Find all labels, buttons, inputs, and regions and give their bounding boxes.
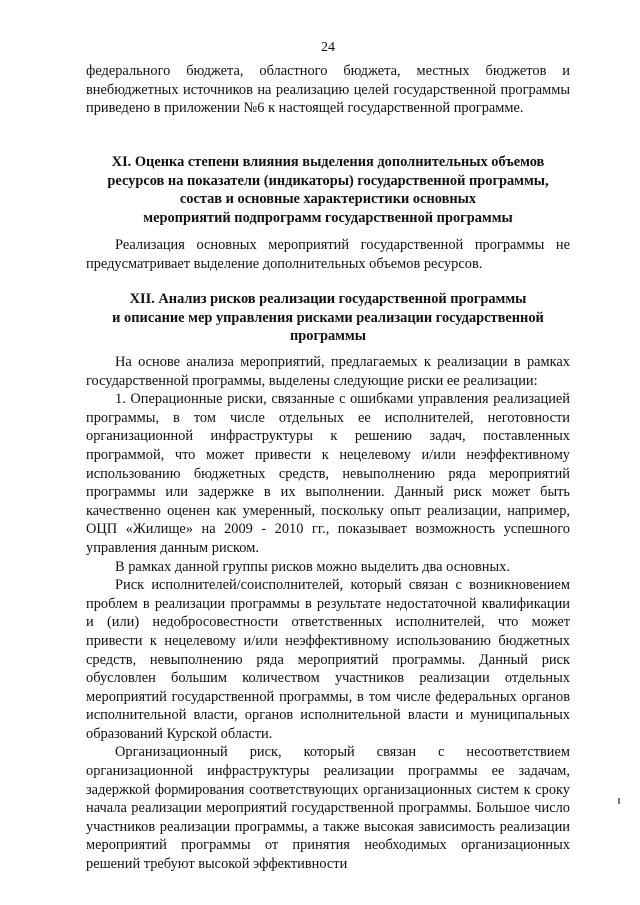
margin-mark xyxy=(618,798,620,804)
intro-paragraph: федерального бюджета, областного бюджета, местных бюджетов и внебюджетных источников на реализацию целей государственной программы приведено в приложении №6 к настоящей государственной программе. xyxy=(86,63,570,117)
section-11-heading-line: ресурсов на показатели (индикаторы) государственной программы, xyxy=(107,172,549,189)
section-12-paragraph: Организационный риск, который связан с несоответствием организационной инфраструктуры реализации программы ее задачам, задержкой формирования соответствующих организационных систем к сроку начала реализации мероприятий государственной программы. Большое число участников реализации программы, а также высокая зависимость реализации мероприятий программы от принятия необходимых организационных решений требуют высокой эффективности xyxy=(86,744,570,873)
section-12-heading xyxy=(86,290,570,346)
section-12-heading-line: XII. Анализ рисков реализации государственной программы xyxy=(129,291,527,307)
section-12-paragraph: На основе анализа мероприятий, предлагаемых к реализации в рамках государственной программы, выделены следующие риски ее реализации: xyxy=(86,354,570,389)
section-11-body-block xyxy=(86,236,570,273)
section-11-heading-line: состав и основные характеристики основных xyxy=(179,191,477,208)
intro-paragraph-block xyxy=(86,62,570,118)
section-11-heading-line: XI. Оценка степени влияния выделения дополнительных объемов xyxy=(111,154,545,170)
page-number: 24 xyxy=(321,40,335,55)
section-11-paragraph: Реализация основных мероприятий государственной программы не предусматривает выделение дополнительных объемов ресурсов. xyxy=(86,237,570,272)
section-11-heading-line: мероприятий подпрограмм государственной программы xyxy=(143,209,513,226)
section-12-body-block xyxy=(86,353,570,874)
section-12-heading-line: программы xyxy=(289,328,367,345)
section-11-heading xyxy=(86,153,570,227)
section-12-paragraph: 1. Операционные риски, связанные с ошибками управления реализацией программы, в том числе отдельных ее исполнителей, неготовности организационной инфраструктуры к решению задач, поставленных программой, что может привести к нецелевому и/или неэффективному использованию бюджетных средств, невыполнению ряда мероприятий программы или задержке в их выполнении. Данный риск может быть качественно оценен как умеренный, поскольку опыт реализации, например, ОЦП «Жилище» на 2009 - 2010 гг., показывает возможность успешного управления данным риском. xyxy=(86,391,570,556)
section-12-paragraph: Риск исполнителей/соисполнителей, который связан с возникновением проблем в реализации программы в результате недостаточной квалификации и (или) недобросовестности ответственных исполнителей, что может привести к нецелевому и/или неэффективному использованию бюджетных средств, невыполнению ряда мероприятий программы. Данный риск обусловлен большим количеством участников реализации отдельных мероприятий государственной программы, в том числе федеральных органов исполнительной власти, органов исполнительной власти и муниципальных образований Курской области. xyxy=(86,577,570,742)
section-12-paragraph: В рамках данной группы рисков можно выделить два основных. xyxy=(115,558,510,575)
document-page xyxy=(86,0,570,905)
section-12-heading-line: и описание мер управления рисками реализации государственной xyxy=(112,309,544,326)
